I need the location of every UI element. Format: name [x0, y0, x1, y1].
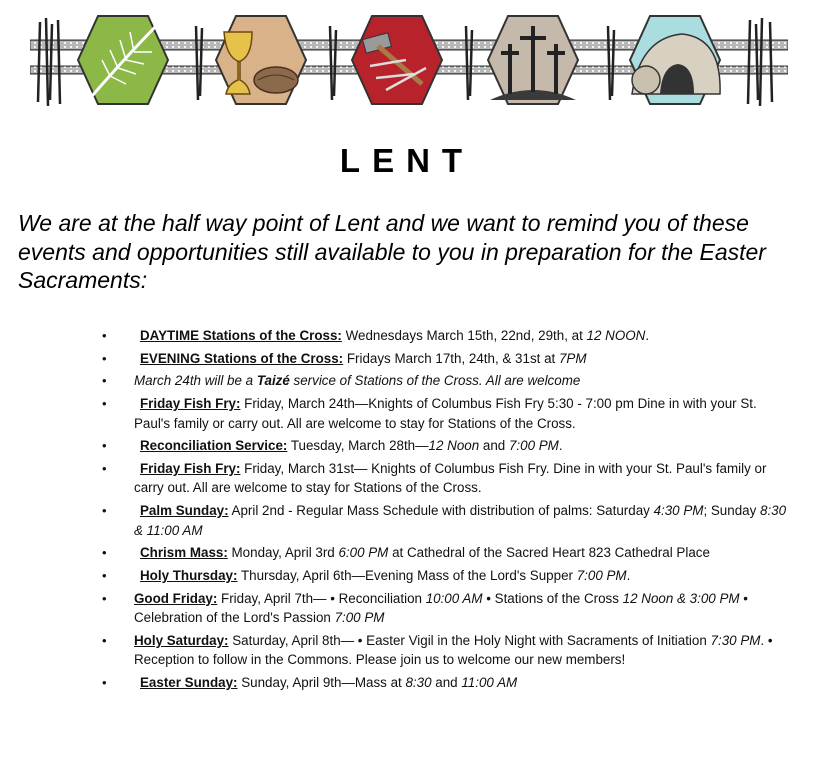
page-title: LENT: [339, 142, 475, 179]
lent-banner: [30, 8, 788, 112]
event-time: 7PM: [558, 350, 587, 366]
events-list: [96, 326, 796, 696]
event-text: .: [626, 568, 631, 583]
event-time: 8:30 & 11:00 AM: [134, 503, 787, 538]
event-text: and: [431, 675, 462, 691]
event-text: at Cathedral of the Sacred Heart 823 Cathedral Place: [388, 545, 710, 561]
event-label: Easter Sunday:: [140, 675, 238, 691]
event-holy-saturday: [96, 631, 796, 670]
event-time: 7:00 PM: [508, 438, 559, 454]
event-text: • Stations of the Cross: [482, 590, 623, 606]
event-label: Good Friday:: [134, 590, 218, 606]
event-fish-fry-31: [96, 459, 796, 498]
event-time: 6:00 PM: [338, 545, 389, 561]
event-text: Friday, April 7th— • Reconciliation: [217, 590, 426, 606]
bullet-icon: •: [102, 503, 107, 519]
event-text: Saturday, April 8th— • Easter Vigil in the Holy Night with Sacraments of Initiation: [228, 632, 711, 648]
event-time: 7:00 PM: [576, 568, 627, 583]
event-text: .: [558, 438, 563, 454]
event-time: 12 NOON: [586, 328, 646, 343]
bullet-icon: •: [102, 460, 107, 476]
event-text: ; Sunday: [703, 503, 761, 519]
event-time: 11:00 AM: [461, 675, 518, 691]
event-time: 12 Noon & 3:00 PM: [622, 590, 740, 606]
event-time: 10:00 AM: [425, 590, 483, 606]
event-palm-sunday: [96, 501, 796, 540]
event-text: . • Reception to follow in the Commons. Please join us to welcome our new members!: [134, 632, 773, 668]
event-time: 8:30: [405, 675, 432, 691]
event-label: Reconciliation Service:: [140, 438, 288, 454]
bullet-icon: •: [102, 632, 107, 648]
event-daytime-stations: [96, 326, 796, 346]
event-holy-thursday: [96, 566, 796, 586]
event-text: Fridays March 17th, 24th, & 31st at: [343, 350, 559, 366]
palm-icon: [78, 16, 168, 104]
event-evening-stations: [96, 349, 796, 369]
event-time: 4:30 PM: [653, 503, 704, 519]
bullet-icon: •: [102, 350, 107, 366]
event-label: Holy Saturday:: [134, 632, 229, 648]
event-easter-sunday: [96, 673, 796, 693]
event-time: 12 Noon: [428, 438, 480, 454]
event-label: Palm Sunday:: [140, 503, 229, 519]
event-fish-fry-24: [96, 394, 796, 433]
event-label: Holy Thursday:: [140, 568, 238, 583]
event-reconciliation-service: [96, 436, 796, 456]
event-text: .: [645, 328, 650, 343]
event-label: Friday Fish Fry:: [140, 460, 241, 476]
event-label: Friday Fish Fry:: [140, 396, 241, 412]
event-text: Thursday, April 6th—Evening Mass of the Lord's Supper: [237, 568, 577, 583]
bullet-icon: •: [102, 590, 107, 606]
event-text: Friday, March 31st— Knights of Columbus Fish Fry. Dine in with your St. Paul's family or carry out. All are welcome to stay for Stations of the Cross.: [134, 460, 767, 496]
event-chrism-mass: [96, 543, 796, 563]
bullet-icon: •: [102, 438, 107, 454]
event-time: 7:00 PM: [334, 610, 385, 626]
event-text: Sunday, April 9th—Mass at: [237, 675, 406, 691]
event-taize-service: [96, 371, 796, 391]
event-text: and: [479, 438, 509, 454]
chalice-icon: [216, 16, 306, 104]
event-text: April 2nd - Regular Mass Schedule with distribution of palms: Saturday: [228, 503, 654, 519]
hammer-nails-icon: [352, 16, 442, 104]
event-good-friday: [96, 589, 796, 628]
event-text: service of Stations of the Cross. All are welcome: [289, 373, 581, 389]
bullet-icon: •: [102, 373, 107, 389]
event-text: Monday, April 3rd: [227, 545, 339, 561]
bullet-icon: •: [102, 396, 107, 412]
event-text: • Celebration of the Lord's Passion: [134, 590, 748, 626]
bullet-icon: •: [102, 675, 107, 691]
three-crosses-icon: [488, 16, 578, 104]
bullet-icon: •: [102, 328, 107, 343]
event-text: Friday, March 24th—Knights of Columbus Fish Fry 5:30 - 7:00 pm Dine in with your St. Paul's family or carry out. All are welcome to stay for Stations of the Cross.: [134, 396, 757, 431]
event-label: DAYTIME Stations of the Cross:: [140, 328, 342, 343]
event-text: March 24th will be a: [134, 373, 257, 389]
event-text: Tuesday, March 28th—: [287, 438, 429, 454]
bullet-icon: •: [102, 568, 107, 583]
intro-paragraph: We are at the half way point of Lent and we want to remind you of these events and opportunities still available to you in preparation for the Easter Sacraments:: [18, 210, 766, 293]
bullet-icon: •: [102, 545, 107, 561]
event-label: Chrism Mass:: [140, 545, 228, 561]
event-label: EVENING Stations of the Cross:: [140, 350, 344, 366]
event-text: Taizé: [256, 373, 290, 389]
event-time: 7:30 PM: [710, 632, 761, 648]
event-text: Wednesdays March 15th, 22nd, 29th, at: [341, 328, 587, 343]
empty-tomb-icon: [630, 16, 720, 104]
